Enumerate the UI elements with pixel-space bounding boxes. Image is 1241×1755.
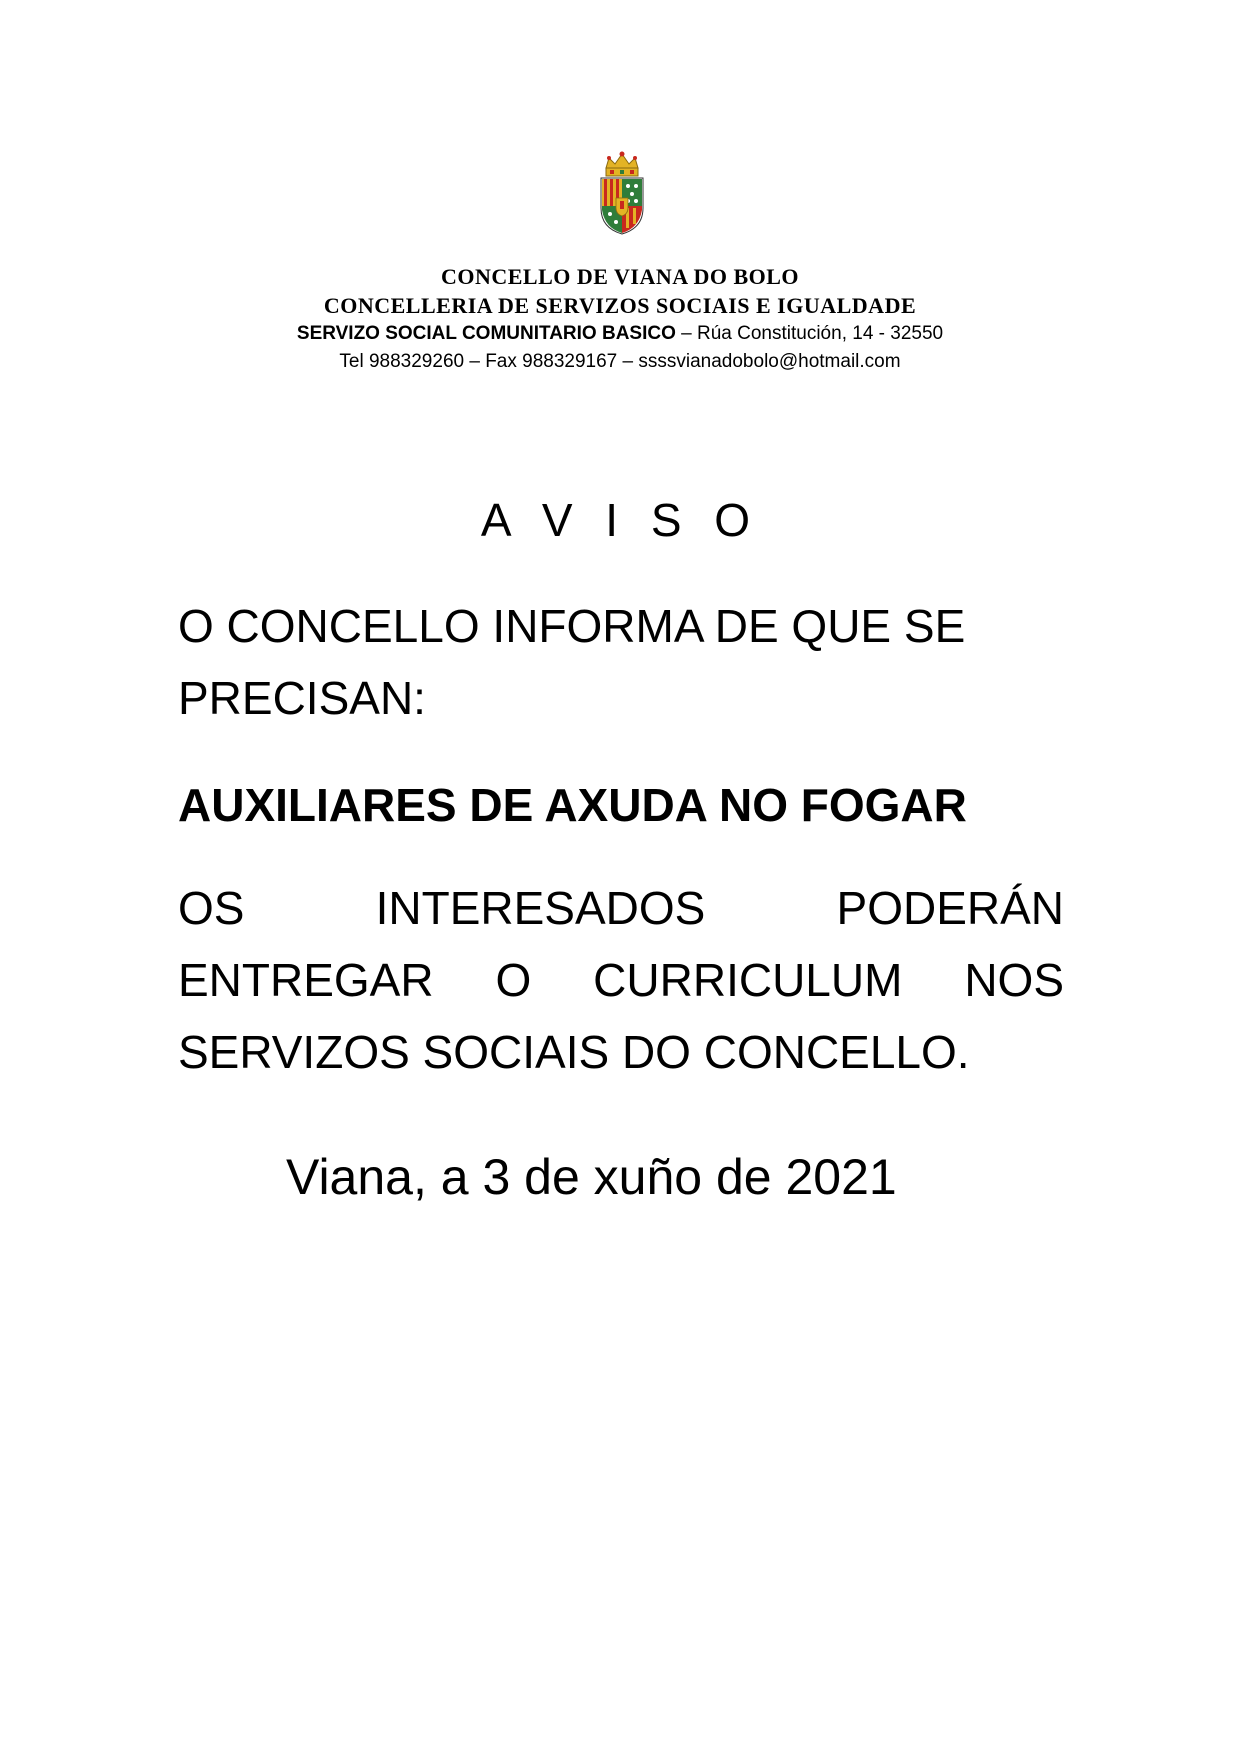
letterhead-address: – Rúa Constitución, 14 - 32550 (675, 323, 944, 344)
notice-date: Viana, a 3 de xuño de 2021 (286, 1149, 897, 1205)
notice-paragraph-instructions: OS INTERESADOS PODERÁN ENTREGAR O CURRICULUM NOS SERVIZOS SOCIAIS DO CONCELLO. (178, 882, 1064, 1078)
letterhead (180, 262, 1060, 376)
letterhead-contact: Tel 988329260 – Fax 988329167 – ssssvianadobolo@hotmail.com (339, 351, 901, 372)
notice-paragraph-intro: O CONCELLO INFORMA DE QUE SE PRECISAN: (178, 600, 966, 724)
municipal-coat-of-arms (597, 150, 647, 236)
notice-title: A V I S O (480, 494, 761, 546)
notice-paragraph-position: AUXILIARES DE AXUDA NO FOGAR (178, 779, 967, 831)
letterhead-service-name: SERVIZO SOCIAL COMUNITARIO BASICO (296, 323, 676, 344)
letterhead-service-address (180, 320, 1060, 348)
letterhead-department: CONCELLERIA DE SERVIZOS SOCIAIS E IGUALDADE (323, 293, 917, 318)
letterhead-council: CONCELLO DE VIANA DO BOLO (440, 264, 800, 289)
